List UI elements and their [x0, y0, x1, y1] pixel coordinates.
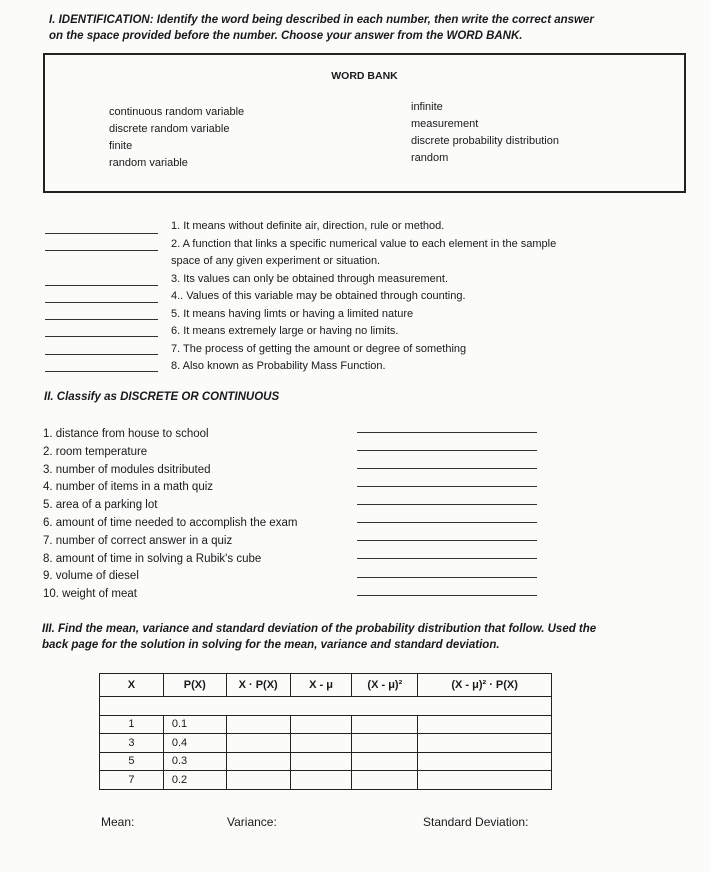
- word-bank-item: continuous random variable: [109, 106, 245, 118]
- part1-instruction: [49, 12, 669, 44]
- classify-blank-5[interactable]: [357, 504, 537, 505]
- classify-blank-1[interactable]: [357, 432, 537, 433]
- answer-cell[interactable]: [418, 752, 552, 771]
- word-bank-item: random: [411, 152, 449, 164]
- classify-item: 4. number of items in a math quiz: [43, 481, 214, 494]
- answer-cell[interactable]: [418, 734, 552, 753]
- answer-cell[interactable]: [226, 734, 290, 753]
- answer-cell[interactable]: [226, 715, 290, 734]
- p-cell: 0.1: [163, 715, 226, 734]
- table-spacer-row: [100, 697, 552, 716]
- answer-cell[interactable]: [352, 771, 418, 790]
- answer-cell[interactable]: [226, 752, 290, 771]
- part2-title: II. Classify as DISCRETE OR CONTINUOUS: [44, 391, 280, 403]
- classify-item: 1. distance from house to school: [43, 428, 209, 440]
- header-squared-deviation: (X - μ)²: [352, 674, 418, 697]
- table-row: [100, 771, 552, 790]
- answer-blank-1[interactable]: [45, 233, 158, 234]
- variance-label: Variance:: [227, 815, 277, 829]
- p-cell: 0.2: [163, 771, 226, 790]
- classify-blank-10[interactable]: [357, 595, 537, 596]
- classify-item: 2. room temperature: [43, 445, 148, 458]
- header-x-minus-mu: X - μ: [290, 674, 352, 697]
- answer-cell[interactable]: [290, 771, 352, 790]
- answer-cell[interactable]: [290, 752, 352, 771]
- table-header-row: [100, 674, 552, 697]
- classify-item: 9. volume of diesel: [43, 570, 139, 583]
- word-bank-item: discrete probability distribution: [411, 135, 559, 147]
- answer-cell[interactable]: [226, 771, 290, 790]
- classify-blank-2[interactable]: [357, 450, 537, 451]
- answer-cell[interactable]: [352, 715, 418, 734]
- word-bank-title: WORD BANK: [331, 70, 398, 82]
- standard-deviation-label: Standard Deviation:: [423, 815, 529, 829]
- classify-blank-9[interactable]: [357, 577, 537, 578]
- answer-blank-2[interactable]: [45, 250, 158, 251]
- x-cell: 7: [100, 771, 164, 790]
- x-cell: 3: [100, 734, 164, 753]
- header-weighted-squared-deviation: (X - μ)² · P(X): [418, 674, 552, 697]
- answer-cell[interactable]: [290, 734, 352, 753]
- answer-blank-3[interactable]: [45, 285, 158, 286]
- identification-item: 2. A function that links a specific numerical value to each element in the sample: [171, 237, 557, 250]
- answer-blank-4[interactable]: [45, 302, 158, 303]
- spacer-cell: [100, 697, 552, 716]
- header-x-times-px: X · P(X): [226, 674, 290, 697]
- answer-blank-7[interactable]: [45, 354, 158, 355]
- identification-item: 5. It means having limts or having a limited nature: [171, 307, 414, 320]
- word-bank-item: discrete random variable: [109, 123, 230, 135]
- classify-item: 6. amount of time needed to accomplish the exam: [43, 516, 298, 529]
- part2-items: [43, 426, 297, 604]
- identification-item: space of any given experiment or situation.: [171, 255, 381, 267]
- part1-instruction-line1: I. IDENTIFICATION: Identify the word being described in each number, then write the correct answer: [49, 14, 594, 26]
- p-cell: 0.3: [163, 752, 226, 771]
- word-bank-item: measurement: [411, 118, 479, 130]
- word-bank-item: random variable: [109, 157, 188, 169]
- answer-blank-5[interactable]: [45, 319, 158, 320]
- classify-item: 10. weight of meat: [43, 588, 137, 601]
- identification-item: 8. Also known as Probability Mass Function.: [171, 360, 386, 372]
- identification-item: 4.. Values of this variable may be obtained through counting.: [171, 290, 466, 302]
- classify-item: 5. area of a parking lot: [43, 499, 158, 512]
- classify-item: 3. number of modules dsitributed: [43, 463, 211, 476]
- word-bank-item: infinite: [411, 101, 443, 113]
- word-bank-item: finite: [109, 140, 133, 152]
- part3-instruction: [42, 621, 682, 653]
- table-row: [100, 715, 552, 734]
- classify-blank-7[interactable]: [357, 540, 537, 541]
- answer-cell[interactable]: [290, 715, 352, 734]
- word-bank-right-column: [411, 99, 559, 167]
- x-cell: 5: [100, 752, 164, 771]
- mean-label: Mean:: [101, 815, 135, 829]
- x-cell: 1: [100, 715, 164, 734]
- answer-cell[interactable]: [418, 771, 552, 790]
- header-x: X: [100, 674, 164, 697]
- identification-item: 7. The process of getting the amount or degree of something: [171, 342, 467, 355]
- header-px: P(X): [163, 674, 226, 697]
- classify-blank-4[interactable]: [357, 486, 537, 487]
- classify-blank-3[interactable]: [357, 468, 537, 469]
- part3-instruction-line1: III. Find the mean, variance and standard deviation of the probability distribution that follow. Used the: [42, 623, 597, 635]
- answer-blank-8[interactable]: [45, 371, 158, 372]
- answer-blank-6[interactable]: [45, 336, 158, 337]
- table-row: [100, 752, 552, 771]
- part3-instruction-line2: back page for the solution in solving for the mean, variance and standard deviation.: [42, 639, 500, 651]
- part1-instruction-line2: on the space provided before the number. Choose your answer from the WORD BANK.: [49, 30, 523, 42]
- answer-cell[interactable]: [352, 752, 418, 771]
- identification-item: 6. It means extremely large or having no limits.: [171, 325, 399, 337]
- p-cell: 0.4: [163, 734, 226, 753]
- classify-blank-6[interactable]: [357, 522, 537, 523]
- classify-blank-8[interactable]: [357, 558, 537, 559]
- identification-item: 1. It means without definite air, direction, rule or method.: [171, 220, 445, 232]
- word-bank-left-column: [109, 104, 244, 172]
- answer-cell[interactable]: [418, 715, 552, 734]
- table-row: [100, 734, 552, 753]
- part1-items: [171, 218, 556, 376]
- identification-item: 3. Its values can only be obtained through measurement.: [171, 272, 449, 285]
- classify-item: 8. amount of time in solving a Rubik's cube: [43, 552, 262, 565]
- answer-cell[interactable]: [352, 734, 418, 753]
- classify-item: 7. number of correct answer in a quiz: [43, 534, 233, 547]
- distribution-table: [99, 673, 552, 790]
